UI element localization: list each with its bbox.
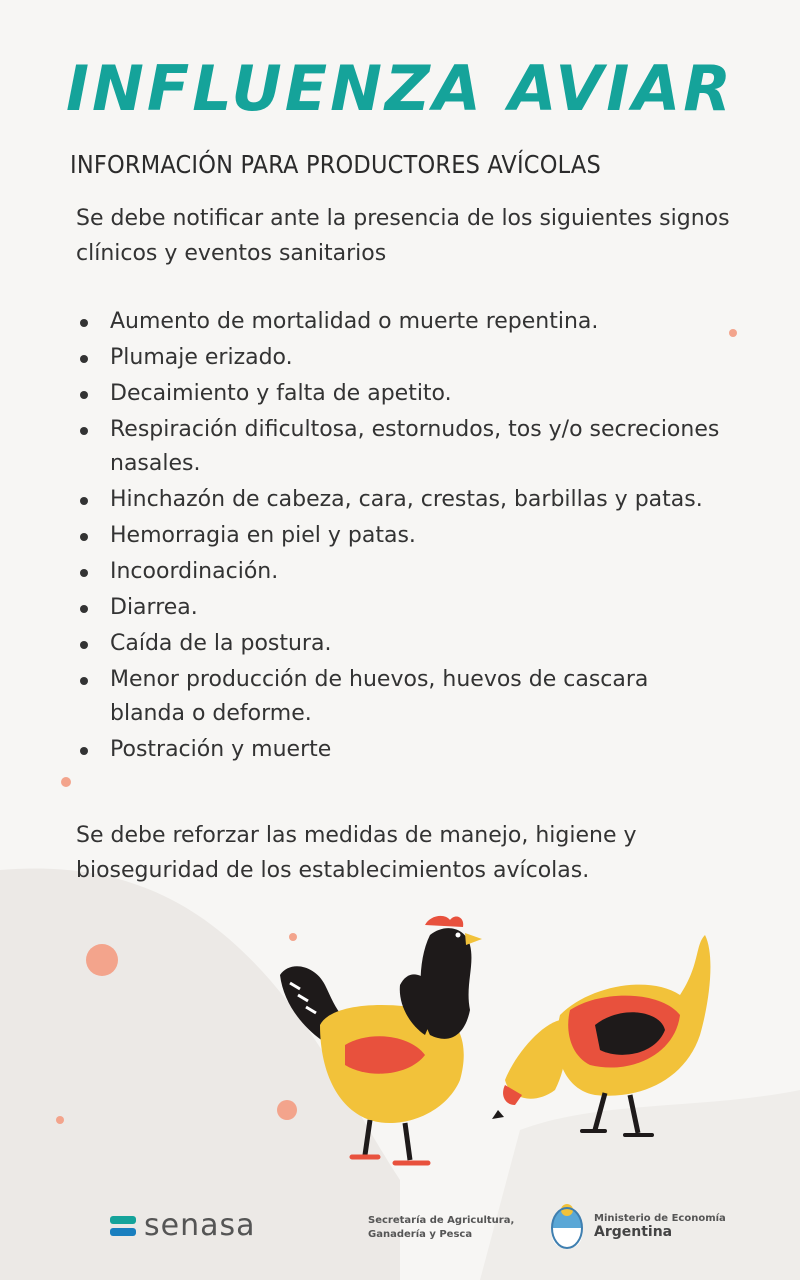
decor-dot [61,777,71,787]
hen-icon [492,935,710,1135]
decor-dot [56,1116,64,1124]
page-title: INFLUENZA AVIAR [65,52,735,125]
senasa-logo-icon [110,1214,136,1238]
intro-paragraph: Se debe notificar ante la presencia de los siguientes signos clínicos y eventos sanitarios [76,206,730,266]
chickens-illustration [260,905,730,1185]
footer-logos [0,1190,800,1270]
list-item: Respiración dificultosa, estornudos, tos y/o secreciones nasales. [76,413,726,481]
ministerio-logo: Ministerio de Economía Argentina [548,1200,726,1252]
bullet-icon [80,641,88,649]
bullet-icon [80,355,88,363]
list-item: Hemorragia en piel y patas. [76,519,726,553]
page-subtitle: INFORMACIÓN PARA PRODUCTORES AVÍCOLAS [70,150,601,179]
senasa-logo [110,1208,256,1243]
bullet-icon [80,319,88,327]
bullet-icon [80,427,88,435]
list-item: Plumaje erizado. [76,341,726,375]
rooster-icon [280,916,482,1163]
list-item: Postración y muerte [76,733,726,767]
clinical-signs-list [76,305,726,769]
list-item: Diarrea. [76,591,726,625]
closing-paragraph: Se debe reforzar las medidas de manejo, higiene y bioseguridad de los establecimientos avícolas. [76,823,637,883]
list-item: Caída de la postura. [76,627,726,661]
list-item: Aumento de mortalidad o muerte repentina. [76,305,726,339]
bullet-icon [80,677,88,685]
national-shield-icon [548,1200,586,1252]
decor-dot [729,329,737,337]
bullet-icon [80,497,88,505]
bullet-icon [80,747,88,755]
secretaria-logo: Secretaría de Agricultura, Ganadería y Pesca [368,1215,515,1240]
list-item: Hinchazón de cabeza, cara, crestas, barbillas y patas. [76,483,726,517]
list-item: Menor producción de huevos, huevos de cascara blanda o deforme. [76,663,726,731]
list-item: Incoordinación. [76,555,726,589]
list-item: Decaimiento y falta de apetito. [76,377,726,411]
bullet-icon [80,533,88,541]
bullet-icon [80,569,88,577]
bullet-icon [80,391,88,399]
decor-dot [86,944,118,976]
senasa-wordmark: senasa [144,1208,256,1243]
bullet-icon [80,605,88,613]
